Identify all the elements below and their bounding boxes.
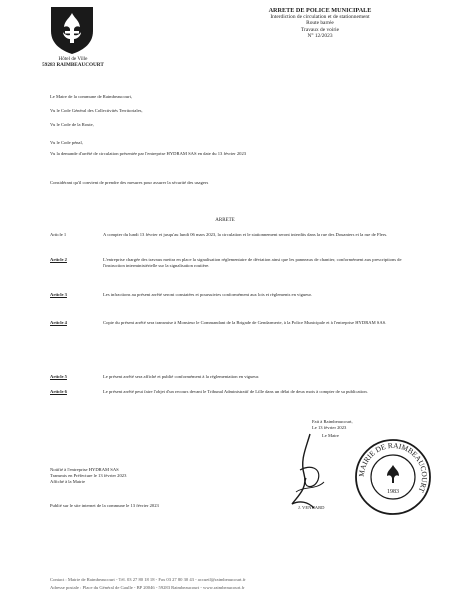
recital-considering: Considérant qu'il convient de prendre des mesures pour assurer la sécurité des usagers — [50, 180, 209, 185]
page-title: ARRETE DE POLICE MUNICIPALE — [268, 7, 372, 14]
signature-place: Fait à Raimbeaucourt, — [312, 419, 353, 424]
article-3-text: Les infractions au présent arrêté seront constatées et poursuivies conformément aux lois et règlements en vigueur. — [103, 292, 312, 297]
stamp-text: MAIRIE DE RAIMBEAUCOURT — [356, 440, 430, 494]
signature-name: J. VENHARD — [298, 505, 325, 510]
town-hall-label: Hôtel de Ville — [58, 56, 88, 62]
article-1-text: A compter du lundi 13 février et jusqu'au lundi 06 mars 2023, la circulation et le stationnement seront interdits dans la rue des Douaniers et la rue de Flers. — [103, 232, 388, 237]
order-number: N° 12/2023 — [307, 33, 333, 40]
article-2-text: L'entreprise chargée des travaux mettra en place la signalisation réglementaire de déviation ainsi que les panneaux de chantier, conformément aux prescriptions de l'instruction interministérielle sur la signalisation routière. — [103, 257, 402, 268]
recital-cgct: Vu le Code Général des Collectivités Territoriales, — [50, 108, 143, 113]
article-4-label: Article 4 — [50, 320, 67, 325]
footer-contact: Contact : Mairie de Raimbeaucourt - Tél. 03 27 80 18 18 - Fax 03 27 80 30 43 - accueil@raimbeaucourt.fr — [50, 577, 246, 582]
article-5-label: Article 5 — [50, 374, 67, 379]
article-1-label: Article 1 — [50, 232, 67, 237]
article-2-label: Article 2 — [50, 257, 67, 262]
footer-address: Adresse postale : Place du Général de Gaulle - BP 20046 - 59283 Raimbeaucourt - www.raimbeaucourt.fr — [50, 585, 245, 590]
title-block — [235, 7, 405, 40]
arrete-heading: ARRETE — [215, 218, 235, 223]
page-subtitle: Interdiction de circulation et de stationnement — [270, 14, 370, 20]
article-3-label: Article 3 — [50, 292, 67, 297]
article-6-label: Article 6 — [50, 389, 67, 394]
notice-line-1: Notifié à l'entreprise HYDRAM SAS — [50, 467, 119, 472]
signature-date: Le 13 février 2023 — [312, 425, 347, 430]
recital-request: Vu la demande d'arrêté de circulation présentée par l'entreprise HYDRAM SAS en date du 13 février 2023 — [50, 151, 247, 156]
article-5-text: Le présent arrêté sera affiché et publié conformément à la réglementation en vigueur. — [103, 374, 260, 379]
town-logo — [49, 5, 95, 55]
recital-penal-code: Vu le Code pénal, — [50, 140, 83, 145]
publication-note: Publié sur le site internet de la commune le 13 février 2023 — [50, 503, 159, 508]
notice-line-3: Affiché à la Mairie — [50, 479, 85, 484]
article-4-text: Copie du présent arrêté sera transmise à Monsieur le Commandant de la Brigade de Gendarmerie, à la Police Municipale et à l'entreprise HYDRAM SAS. — [103, 320, 387, 325]
recital-route-code: Vu le Code de la Route, — [50, 122, 94, 127]
title-line-road: Route barrée — [306, 20, 334, 27]
signature-title: Le Maire — [322, 433, 339, 438]
svg-text:1983: 1983 — [387, 489, 399, 495]
notice-line-2: Transmis en Préfecture le 13 février 2023 — [50, 473, 127, 478]
article-6-text: Le présent arrêté peut faire l'objet d'un recours devant le Tribunal Administratif de Lille dans un délai de deux mois à compter de sa publication. — [103, 389, 368, 394]
recital-mayor: Le Maire de la commune de Raimbeaucourt, — [50, 94, 133, 99]
title-line-works: Travaux de voirie — [300, 26, 340, 33]
town-address: 59283 RAIMBEAUCOURT — [42, 62, 104, 68]
mairie-stamp — [353, 437, 433, 517]
